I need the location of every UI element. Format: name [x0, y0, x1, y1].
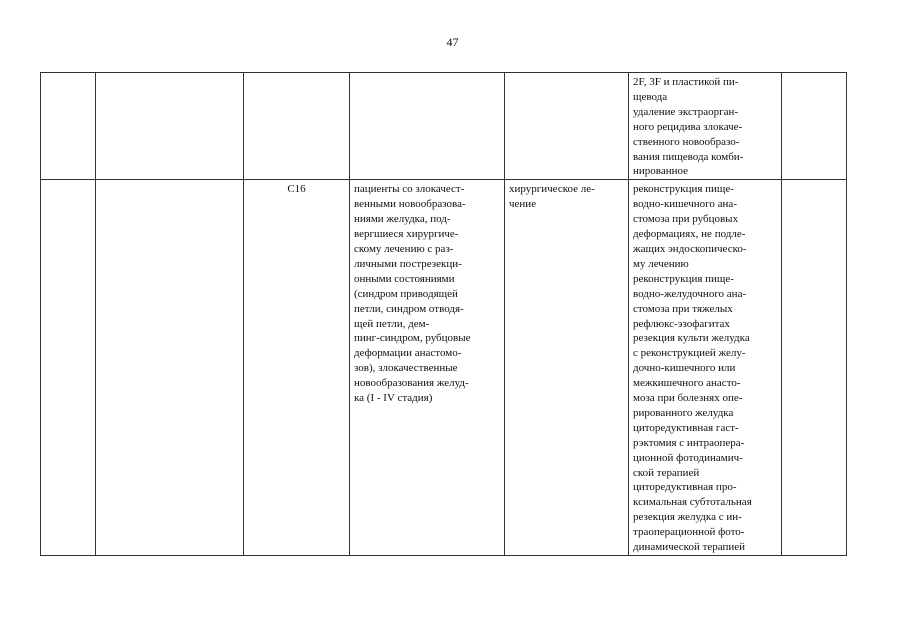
text-line: щей петли, дем- — [354, 317, 430, 330]
text-line: удаление экстраорган- — [633, 105, 739, 118]
text-line: рэктомия с интраопера- — [633, 436, 745, 449]
table-row — [41, 73, 847, 180]
text-line: зов), злокачественные — [354, 362, 458, 375]
patient-model-cell — [350, 73, 505, 180]
treatment-method-lines — [633, 182, 777, 555]
text-line: хирургическое ле- — [509, 183, 595, 196]
text-line: венными новообразова- — [354, 198, 466, 211]
text-line: новообразования желуд- — [354, 377, 469, 390]
text-line: пинг-синдром, рубцовые — [354, 332, 471, 345]
text-line: водно-кишечного ана- — [633, 198, 737, 211]
patient-model-cell — [350, 180, 505, 556]
text-line: ниями желудка, под- — [354, 213, 451, 226]
text-line: 2F, 3F и пластикой пи- — [633, 76, 739, 88]
medical-care-table — [40, 72, 847, 556]
text-line: рефлюкс-эзофагитах — [633, 317, 730, 330]
text-line: циторедуктивная про- — [633, 481, 737, 494]
treatment-type-cell — [505, 73, 629, 180]
icd-code-cell — [244, 180, 350, 556]
text-line: ской терапией — [633, 466, 700, 479]
treatment-type-cell — [505, 180, 629, 556]
text-line: динамической терапией — [633, 541, 746, 554]
text-line: межкишечного анасто- — [633, 377, 741, 390]
text-line: вания пищевода комби- — [633, 150, 744, 163]
text-line: (синдром приводящей — [354, 287, 458, 300]
text-line: резекция желудка с ин- — [633, 511, 742, 524]
text-line: петли, синдром отводя- — [354, 302, 464, 315]
text-line: деформациях, не подле- — [633, 228, 746, 241]
row-number-cell — [41, 73, 96, 180]
text-line: чение — [509, 198, 537, 211]
text-line: онными состояниями — [354, 272, 455, 285]
treatment-type-lines — [509, 182, 624, 212]
treatment-method-cell — [629, 180, 782, 556]
text-line: деформации анастомо- — [354, 347, 462, 360]
text-line: жащих эндоскопическо- — [633, 242, 747, 255]
text-line: ксимальная субтотальная — [633, 496, 752, 509]
text-line: стомоза при тяжелых — [633, 302, 733, 315]
icd-code: C16 — [287, 183, 306, 196]
text-line: личными пострезекци- — [354, 257, 462, 270]
care-type-cell — [96, 73, 244, 180]
treatment-method-cell — [629, 73, 782, 180]
text-line: скому лечению с раз- — [354, 242, 454, 255]
text-line: пациенты со злокачест- — [354, 183, 465, 196]
treatment-method-lines — [633, 75, 777, 179]
table-row — [41, 180, 847, 556]
normative-cost-cell — [782, 73, 847, 180]
text-line: му лечению — [633, 257, 689, 270]
text-line: траоперационной фото- — [633, 526, 745, 539]
text-line: ственного новообразо- — [633, 135, 740, 148]
text-line: резекция культи желудка — [633, 332, 750, 345]
icd-code-cell — [244, 73, 350, 180]
text-line: с реконструкцией желу- — [633, 347, 746, 360]
text-line: ционной фотодинамич- — [633, 451, 743, 464]
text-line: дочно-кишечного или — [633, 362, 736, 375]
text-line: водно-желудочного ана- — [633, 287, 747, 300]
text-line: моза при болезнях опе- — [633, 392, 743, 405]
text-line: щевода — [633, 90, 668, 103]
text-line: ка (I - IV стадия) — [354, 392, 433, 405]
text-line: реконструкция пище- — [633, 183, 734, 196]
text-line: ного рецидива злокаче- — [633, 120, 743, 133]
row-number-cell — [41, 180, 96, 556]
text-line: циторедуктивная гаст- — [633, 421, 739, 434]
care-type-cell — [96, 180, 244, 556]
normative-cost-cell — [782, 180, 847, 556]
text-line: реконструкция пище- — [633, 272, 734, 285]
patient-model-lines — [354, 182, 500, 406]
text-line: рированного желудка — [633, 406, 734, 419]
page-number: 47 — [446, 35, 459, 49]
text-line: нированное — [633, 165, 688, 178]
text-line: стомоза при рубцовых — [633, 213, 739, 226]
text-line: вергшиеся хирургиче- — [354, 228, 459, 241]
